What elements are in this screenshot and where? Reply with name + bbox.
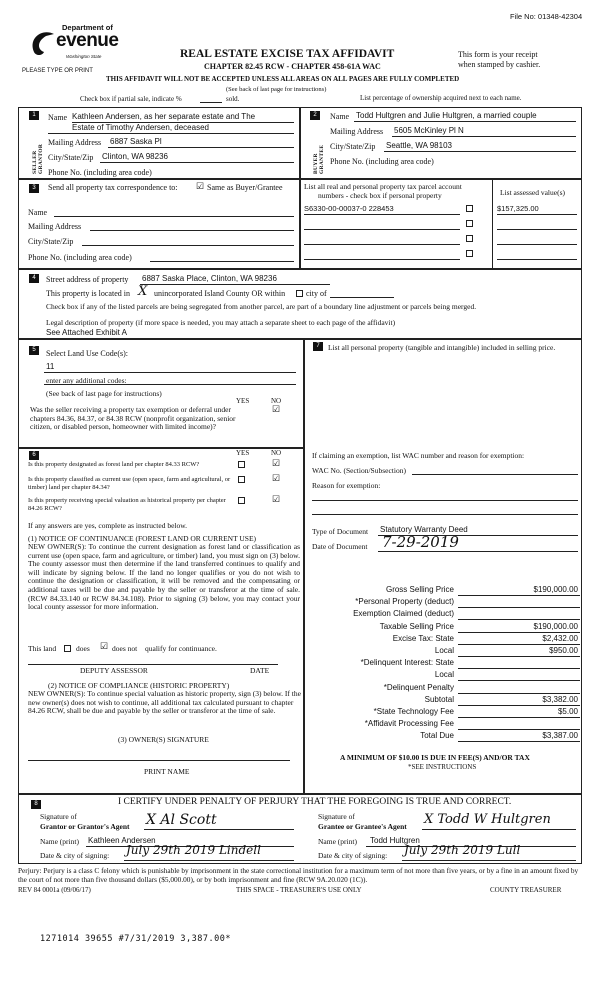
parcel-column-divider (492, 179, 493, 269)
grantee-signature-line (422, 829, 576, 830)
street-address-value[interactable]: 6887 Saska Place, Clinton, WA 98236 (142, 274, 277, 283)
please-type: PLEASE TYPE OR PRINT (22, 68, 93, 74)
does-not-label: does not (112, 644, 138, 653)
seller-grantor-label: SELLER GRANTOR (32, 143, 44, 174)
corr-city-label: City/State/Zip (28, 237, 74, 246)
see-instructions-note: *SEE INSTRUCTIONS (408, 763, 477, 771)
tax-row-label: *State Technology Fee (373, 707, 454, 716)
does-checkbox[interactable] (64, 645, 71, 652)
assessed-line-2[interactable] (497, 229, 577, 230)
land-use-value[interactable]: 11 (46, 362, 55, 371)
section-3-number: 3 (29, 184, 39, 193)
legal-description-value[interactable]: See Attached Exhibit A (46, 328, 127, 337)
dor-logo-swoosh-icon (28, 28, 58, 58)
form-subtitle: CHAPTER 82.45 RCW - CHAPTER 458-61A WAC (204, 62, 381, 71)
section-2-number: 2 (310, 111, 320, 120)
buyer-name-line (354, 121, 576, 122)
seller-phone-label: Phone No. (including area code) (48, 168, 152, 177)
current-use-yes-checkbox[interactable] (238, 476, 245, 483)
street-address-label: Street address of property (46, 275, 129, 284)
deputy-date-label: DATE (250, 666, 270, 675)
buyer-city-value[interactable]: Seattle, WA 98103 (386, 141, 452, 150)
additional-codes-label: enter any additional codes: (46, 376, 127, 385)
grantee-date-line (402, 860, 576, 861)
certify-statement: I CERTIFY UNDER PENALTY OF PERJURY THAT THE FOREGOING IS TRUE AND CORRECT. (118, 797, 512, 807)
tax-row-label: Gross Selling Price (385, 585, 454, 594)
assessed-line-3[interactable] (497, 244, 577, 245)
city-of-field[interactable] (330, 297, 394, 298)
tax-row-line (458, 680, 580, 681)
land-use-label: Select Land Use Code(s): (46, 349, 128, 358)
grantor-signature-line (144, 829, 294, 830)
tax-row-label: *Delinquent Interest: State (360, 658, 454, 668)
tax-row-value[interactable]: $190,000.00 (533, 621, 578, 631)
exemption-no-checkbox[interactable]: ☑ (272, 404, 281, 414)
current-use-no-checkbox[interactable]: ☑ (272, 473, 281, 483)
tax-row-line (458, 595, 580, 596)
corr-phone-label: Phone No. (including area code) (28, 253, 132, 262)
located-in-label: This property is located in (46, 289, 130, 298)
tax-row-label: *Personal Property (deduct) (355, 597, 454, 607)
assessed-header: List assessed value(s) (500, 188, 565, 197)
this-land-label: This land (28, 644, 57, 653)
dor-logo (28, 20, 128, 68)
exemption-reason-field-2[interactable] (312, 514, 578, 515)
notice-continuance-body: NEW OWNER(S): To continue the current designation as forest land or classification as current use (open space, farm and agriculture, or timber) land, you must sign on (3) below. The county assessor must then determine if the land transferred continues to qualify and will indicate by signing below. If the land no longer qualifies or you do not wish to continue the designation or classification, it will be removed and the compensating or additional taxes will be due and payable by the seller or transferor at the time of sale. (RCW 84.33.140 or RCW 84.34.108). Prior to signing (3) below, you may contact your local county assessor for more information. (28, 542, 300, 612)
exemption-reason-label: Reason for exemption: (312, 481, 381, 490)
section-6-number: 6 (29, 451, 39, 460)
tax-row-line (458, 668, 580, 669)
tax-row-value[interactable]: $3,387.00 (542, 731, 578, 741)
owner-signature-line[interactable] (28, 760, 290, 761)
owner-signature-label: (3) OWNER(S) SIGNATURE (118, 735, 209, 744)
grantee-date-label: Date & city of signing: (318, 851, 388, 860)
tax-row-label: *Affidavit Processing Fee (364, 719, 454, 729)
seller-city-value[interactable]: Clinton, WA 98236 (102, 152, 168, 161)
forest-land-yes-checkbox[interactable] (238, 461, 245, 468)
tax-row-value[interactable]: $950.00 (549, 646, 578, 655)
seller-name-label: Name (48, 113, 68, 122)
grantor-date-line (124, 860, 294, 861)
document-type-value[interactable]: Statutory Warranty Deed (380, 525, 468, 534)
assessed-value-1[interactable]: $157,325.00 (497, 204, 539, 213)
parcel-line-2[interactable] (304, 229, 460, 230)
corr-city-field[interactable] (82, 245, 294, 246)
tax-row-line (458, 619, 580, 620)
buyer-name-value[interactable]: Todd Hultgren and Julie Hultgren, a married couple (356, 111, 537, 120)
buyer-mailing-label: Mailing Address (330, 127, 384, 136)
personal-property-checkbox-2[interactable] (466, 220, 473, 227)
buyer-mailing-value[interactable]: 5605 McKinley Pl N (394, 126, 464, 135)
deputy-assessor-label: DEPUTY ASSESSOR (80, 666, 148, 675)
segregated-label: Check box if any of the listed parcels are being segregated from another parcel, are part of a boundary line adjustment or parcels being merged. (46, 302, 477, 311)
minimum-fee-note: A MINIMUM OF $10.00 IS DUE IN FEE(S) AND/OR TAX (340, 753, 530, 762)
grantee-signature[interactable]: X Todd W Hultgren (424, 812, 551, 827)
buyer-city-label: City/State/Zip (330, 142, 376, 151)
grantor-signature[interactable]: X Al Scott (146, 812, 217, 828)
unincorporated-checkbox[interactable]: X (138, 284, 148, 299)
tax-row-label: Total Due (420, 731, 454, 741)
section-8-number: 8 (31, 800, 41, 809)
seller-city-line (100, 162, 294, 163)
ownership-note: List percentage of ownership acquired next to each name. (360, 94, 522, 102)
section-4-number: 4 (29, 274, 39, 283)
parcel-header-1: List all real and personal property tax parcel account (304, 182, 462, 191)
tax-row-label: Local (434, 646, 454, 655)
grantee-name-value[interactable]: Todd Hultgren (370, 836, 420, 845)
partial-sale-label: Check box if partial sale, indicate % (80, 95, 182, 103)
legal-description-label: Legal description of property (if more space is needed, you may attach a separate sheet to each page of the affidavit) (46, 318, 396, 327)
corr-mailing-label: Mailing Address (28, 222, 82, 231)
see-back-note: (See back of last page for instructions) (46, 389, 162, 398)
exemption-reason-field-1[interactable] (312, 500, 578, 501)
unincorporated-label: unincorporated Island County OR within (154, 289, 286, 298)
seller-name-value-2[interactable]: Estate of Timothy Andersen, deceased (72, 123, 209, 132)
wac-field[interactable] (412, 474, 578, 475)
grantor-name-value[interactable]: Kathleen Andersen (88, 836, 156, 845)
tax-row-label: Excise Tax: State (392, 633, 454, 643)
grantor-date-value[interactable]: July 29th 2019 Lindell (126, 843, 261, 857)
tax-row-value[interactable]: $5.00 (557, 707, 578, 716)
buyer-phone-label: Phone No. (including area code) (330, 157, 434, 166)
grantor-date-label: Date & city of signing: (40, 851, 110, 860)
tax-calculation-table (312, 585, 580, 745)
historic-no-checkbox[interactable]: ☑ (272, 494, 281, 504)
parcel-line-3[interactable] (304, 244, 460, 245)
tax-row-value[interactable]: $2,432.00 (542, 633, 578, 643)
instructions-note: (See back of last page for instructions) (226, 86, 327, 93)
exemption-no-header: NO (271, 397, 282, 405)
grantor-sig-label-1: Signature of (40, 812, 77, 821)
does-label: does (76, 644, 90, 653)
partial-sale-percent-field[interactable] (200, 102, 222, 103)
document-date-label: Date of Document (312, 542, 368, 551)
s6-no-header: NO (271, 449, 282, 457)
tax-row-line (458, 632, 580, 633)
corr-mailing-field[interactable] (90, 230, 294, 231)
seller-mailing-value[interactable]: 6887 Saska Pl (110, 137, 162, 146)
deputy-signature-line[interactable] (28, 664, 278, 665)
exemption-yes-header: YES (236, 397, 250, 405)
land-use-line (44, 372, 296, 373)
buyer-grantee-label: BUYER GRANTEE (313, 144, 325, 174)
notice-continuance-title: (1) NOTICE OF CONTINUANCE (FOREST LAND OR CURRENT USE) (28, 534, 257, 543)
file-number: File No: 01348-42304 (510, 12, 583, 21)
send-correspondence-label: Send all property tax correspondence to: (48, 183, 178, 192)
section-5-number: 5 (29, 346, 39, 355)
tax-row-label: Subtotal (424, 694, 454, 704)
tax-row-label: Local (434, 670, 454, 680)
personal-property-checkbox-3[interactable] (466, 235, 473, 242)
warning-text: THIS AFFIDAVIT WILL NOT BE ACCEPTED UNLESS ALL AREAS ON ALL PAGES ARE FULLY COMPLETED (106, 75, 460, 83)
forest-land-no-checkbox[interactable]: ☑ (272, 458, 281, 468)
buyer-mailing-line (392, 136, 576, 137)
assessed-line-1[interactable] (497, 214, 577, 215)
additional-codes-field[interactable] (44, 384, 296, 385)
section-1-number: 1 (29, 111, 39, 120)
seller-name-line-2 (48, 133, 294, 134)
tax-row-line (458, 644, 580, 645)
form-title: REAL ESTATE EXCISE TAX AFFIDAVIT (180, 48, 395, 60)
city-of-label: city of (306, 289, 327, 298)
corr-name-field[interactable] (54, 216, 294, 217)
sold-label: sold. (226, 95, 240, 103)
tax-row-line (458, 693, 580, 694)
perjury-notice: Perjury: Perjury is a class C felony which is punishable by imprisonment in the state correctional institution for a maximum term of not more than five years, or by a fine in an amount fixed by the court of not more than five thousand dollars ($5,000.00), or by both imprisonment and fine (RCW 9A.20.020 (1C)). (18, 866, 579, 884)
personal-property-checkbox-4[interactable] (466, 250, 473, 257)
city-of-checkbox[interactable] (296, 290, 303, 297)
seller-mailing-line (108, 147, 294, 148)
corr-phone-field[interactable] (150, 261, 294, 262)
corr-name-label: Name (28, 208, 48, 217)
tax-row-label: Exemption Claimed (deduct) (353, 609, 454, 619)
print-name-label: PRINT NAME (144, 767, 190, 776)
grantee-sig-label-1: Signature of (318, 812, 355, 821)
document-date-line (378, 551, 578, 552)
grantee-sig-label-2: Grantee or Grantee's Agent (318, 822, 407, 831)
historic-question: Is this property receiving special valuation as historical property per chapter 84.26 RCW? (28, 497, 226, 512)
seller-city-label: City/State/Zip (48, 153, 94, 162)
same-as-buyer-label: Same as Buyer/Grantee (207, 183, 283, 192)
parcel-line-4[interactable] (304, 259, 460, 260)
tax-row-line (458, 705, 580, 706)
parcel-line-1[interactable] (304, 214, 460, 215)
form-revision: REV 84 0001a (09/06/17) (18, 886, 91, 894)
seller-name-value-1[interactable]: Kathleen Andersen, as her separate estate and The (72, 112, 256, 121)
treasurer-space-label: THIS SPACE - TREASURER'S USE ONLY (236, 886, 362, 894)
document-date-value[interactable]: 7-29-2019 (382, 533, 459, 551)
exemption-question: Was the seller receiving a property tax exemption or deferral under chapters 84.36, 84.37, or 84.38 RCW (nonprofit organization, senior citizen, or disabled person, homeowner with limited income)? (30, 405, 236, 431)
assessed-line-4[interactable] (497, 259, 577, 260)
grantee-date-value[interactable]: July 29th 2019 Lull (404, 843, 521, 857)
does-not-checkbox[interactable]: ☑ (100, 641, 109, 651)
tax-row-line (458, 717, 580, 718)
cashier-stamp: 1271014 39655 #7/31/2019 3,387.00* (40, 934, 231, 944)
exemption-claim-label: If claiming an exemption, list WAC number and reason for exemption: (312, 451, 525, 460)
current-use-question: Is this property classified as current use (open space, farm and agricultural, or timber) land per chapter 84.34? (28, 476, 231, 491)
forest-land-question: Is this property designated as forest land per chapter 84.33 RCW? (28, 461, 200, 468)
buyer-name-label: Name (330, 112, 350, 121)
buyer-city-line (384, 151, 576, 152)
grantor-sig-label-2: Grantor or Grantor's Agent (40, 822, 130, 831)
seller-mailing-label: Mailing Address (48, 138, 102, 147)
parcel-number-1[interactable]: S6330-00-00037-0 228453 (304, 204, 394, 213)
tax-row-line (458, 729, 580, 730)
same-as-buyer-checkbox[interactable]: ☑ (196, 181, 205, 191)
logo-dept-text: Department of (62, 23, 113, 32)
tax-row-label: Taxable Selling Price (379, 621, 454, 631)
notice-compliance-body: NEW OWNER(S): To continue special valuation as historic property, sign (3) below. If the new owner(s) does not wish to continue, all additional tax calculated pursuant to chapter 84.26 RCW, shall be due and payable by the seller or transferor at the time of sale. (28, 689, 301, 716)
document-type-label: Type of Document (312, 527, 369, 536)
receipt-note-1: This form is your receipt (458, 50, 538, 59)
historic-yes-checkbox[interactable] (238, 497, 245, 504)
wac-label: WAC No. (Section/Subsection) (312, 466, 406, 475)
tax-row-line (458, 656, 580, 657)
personal-property-label: List all personal property (tangible and intangible) included in selling price. (328, 343, 556, 352)
tax-row-value[interactable]: $190,000.00 (533, 585, 578, 594)
logo-main-text: evenue (56, 30, 119, 51)
personal-property-checkbox-1[interactable] (466, 205, 473, 212)
tax-row-line (458, 607, 580, 608)
parcel-header-2: numbers - check box if personal property (318, 191, 442, 200)
if-yes-note: If any answers are yes, complete as instructed below. (28, 521, 188, 530)
street-address-line (140, 284, 330, 285)
tax-row-value[interactable]: $3,382.00 (542, 694, 578, 704)
logo-state-text: Washington State (66, 54, 102, 59)
tax-row-line (458, 741, 580, 742)
county-treasurer-label: COUNTY TREASURER (490, 886, 562, 894)
notice-compliance-title: (2) NOTICE OF COMPLIANCE (HISTORIC PROPERTY) (48, 681, 230, 690)
receipt-note-2: when stamped by cashier. (458, 60, 541, 69)
grantee-name-label: Name (print) (318, 837, 357, 846)
section-7-number: 7 (313, 342, 323, 351)
s6-yes-header: YES (236, 449, 250, 457)
qualify-label: qualify for continuance. (145, 644, 217, 653)
grantor-name-label: Name (print) (40, 837, 79, 846)
tax-row-label: *Delinquent Penalty (383, 682, 454, 692)
